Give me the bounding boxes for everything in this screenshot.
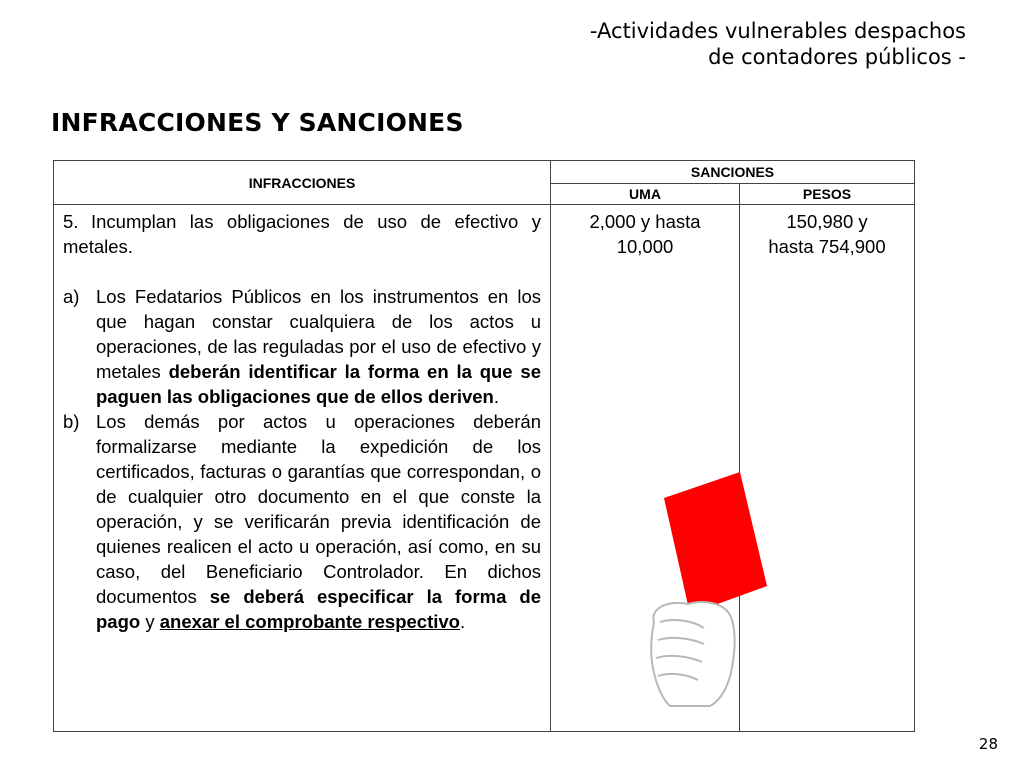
infraction-lead [63,209,541,259]
header-infracciones: INFRACCIONES [54,161,551,205]
header-line-1: -Actividades vulnerables despachos [589,19,966,43]
pesos-value-line-2: hasta 754,900 [768,236,886,257]
uma-value-line-2: 10,000 [616,236,674,257]
item-b-text-part: Los demás por actos u operaciones deberán formalizarse mediante la expedición de los certificados, facturas o garantías que correspondan, o de cualquier otro documento en el que conste la operación, y se verificarán previa identificación de quienes realicen el acto u operación, así como, en su caso, del Beneficiario Controlador. En dichos documentos [96,411,541,607]
item-a-label: a) [63,286,80,307]
infraction-number: 5. [63,211,79,232]
document-header [590,18,966,70]
header-line-2: de contadores públicos - [708,45,966,69]
item-b-text [96,409,541,634]
page-title: INFRACCIONES Y SANCIONES [51,108,464,137]
uma-value-line-1: 2,000 y hasta [589,211,701,232]
infraction-lead-text: Incumplan las obligaciones de uso de efectivo y metales. [63,211,541,257]
item-a-end: . [493,386,499,407]
red-card-hand-graphic [640,472,780,712]
table-row [54,205,915,732]
header-sanciones: SANCIONES [551,161,915,184]
red-card [664,472,767,614]
header-pesos: PESOS [740,184,915,205]
hand-shape [651,602,734,706]
page-number: 28 [978,735,998,753]
item-b-bold-2: anexar el comprobante respectivo [159,611,460,632]
item-b-end: . [459,611,466,632]
red-card-hand-icon [640,472,780,712]
header-uma: UMA [551,184,740,205]
pesos-value-line-1: 150,980 y [786,211,868,232]
sanctions-table [53,160,915,732]
item-b-bold-1: se deberá especificar la forma de pago [96,586,541,632]
item-a-text-part: Los Fedatarios Públicos en los instrumentos en los que hagan constar cualquiera de los actos u operaciones, de las reguladas por el uso de efectivo y metales [96,286,541,382]
item-b-text-part-2: y [140,611,160,632]
infraction-cell [54,205,551,732]
list-item [63,409,541,634]
item-b-label: b) [63,411,80,432]
item-a-text [96,284,541,409]
item-a-bold: deberán identificar la forma en la que se paguen las obligaciones que de ellos deriven [96,361,541,407]
list-item [63,284,541,409]
